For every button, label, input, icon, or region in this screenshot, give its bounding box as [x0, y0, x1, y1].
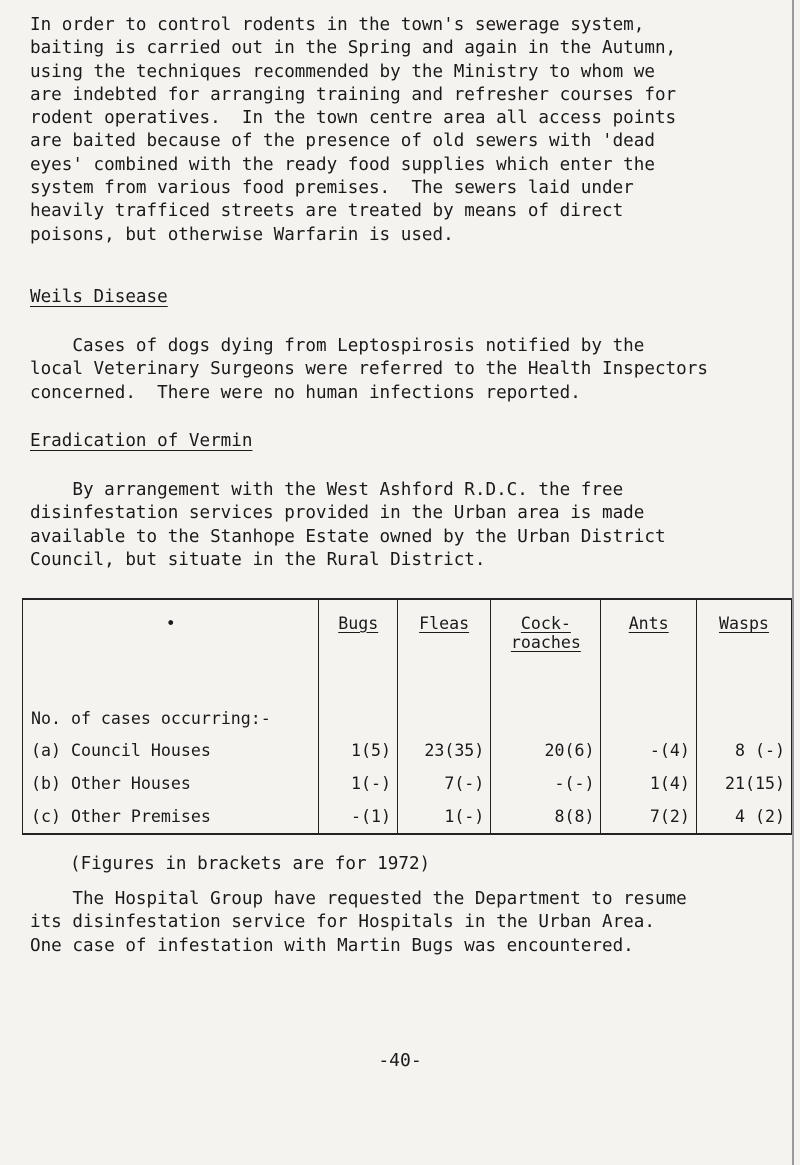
eradication-heading: Eradication of Vermin: [30, 431, 253, 451]
row-label-cell: No. of cases occurring:-: [23, 702, 319, 734]
table-footnote: (Figures in brackets are for 1972): [70, 854, 431, 874]
page-edge-shadow: [792, 0, 794, 1165]
table-row: [23, 800, 792, 834]
intro-paragraph: In order to control rodents in the town's sewerage system, baiting is carried out in the Spring and again in the Autumn, using the techniques recommended by the Ministry to whom we are indebted for arranging training and refresher courses for rodent operatives. In the town centre area all access points are baited because of the presence of old sewers with 'dead eyes' combined with the ready food supplies which enter the system from various food premises. The sewers laid under heavily trafficed streets are treated by means of direct poisons, but otherwise Warfarin is used.: [30, 15, 677, 245]
table-cell: 4 (2): [696, 800, 791, 834]
table-cell: 21(15): [696, 767, 791, 800]
table-cell: 8 (-): [696, 734, 791, 767]
table-cell: -(-): [491, 767, 601, 800]
table-cell: 7(-): [397, 767, 490, 800]
table-cell: 23(35): [397, 734, 490, 767]
table-row: [23, 767, 792, 800]
weils-disease-paragraph: Cases of dogs dying from Leptospirosis notified by the local Veterinary Surgeons were referred to the Health Inspectors concerned. There were no human infections reported.: [30, 336, 708, 403]
column-header-bugs: Bugs: [319, 599, 397, 702]
column-header-ants: Ants: [601, 599, 696, 702]
column-header-cockroaches: Cock-roaches: [491, 599, 601, 702]
closing-paragraph: The Hospital Group have requested the Department to resume its disinfestation service for Hospitals in the Urban Area. One case of infestation with Martin Bugs was encountered.: [30, 889, 687, 956]
column-header-fleas: Fleas: [397, 599, 490, 702]
row-label: (c) Other Premises: [23, 800, 319, 834]
row-label: (a) Council Houses: [23, 734, 319, 767]
table-cell: 1(-): [397, 800, 490, 834]
table-cell: -(4): [601, 734, 696, 767]
table-cell: 1(-): [319, 767, 397, 800]
weils-disease-heading: Weils Disease: [30, 287, 168, 307]
table-header-row: [23, 599, 792, 702]
table-cell: -(1): [319, 800, 397, 834]
table-cell: 7(2): [601, 800, 696, 834]
table-corner-cell: •: [23, 599, 319, 702]
table-cell: 20(6): [491, 734, 601, 767]
table-row: [23, 734, 792, 767]
column-header-wasps: Wasps: [696, 599, 791, 702]
eradication-paragraph: By arrangement with the West Ashford R.D.C. the free disinfestation services provided in the Urban area is made available to the Stanhope Estate owned by the Urban District Council, but situate in the Rural District.: [30, 480, 666, 570]
table-row-label: [23, 702, 792, 734]
table-cell: 1(5): [319, 734, 397, 767]
table-cell: 8(8): [491, 800, 601, 834]
vermin-cases-table: [22, 598, 792, 835]
row-label: (b) Other Houses: [23, 767, 319, 800]
page-number: -40-: [378, 1050, 422, 1071]
table-cell: 1(4): [601, 767, 696, 800]
